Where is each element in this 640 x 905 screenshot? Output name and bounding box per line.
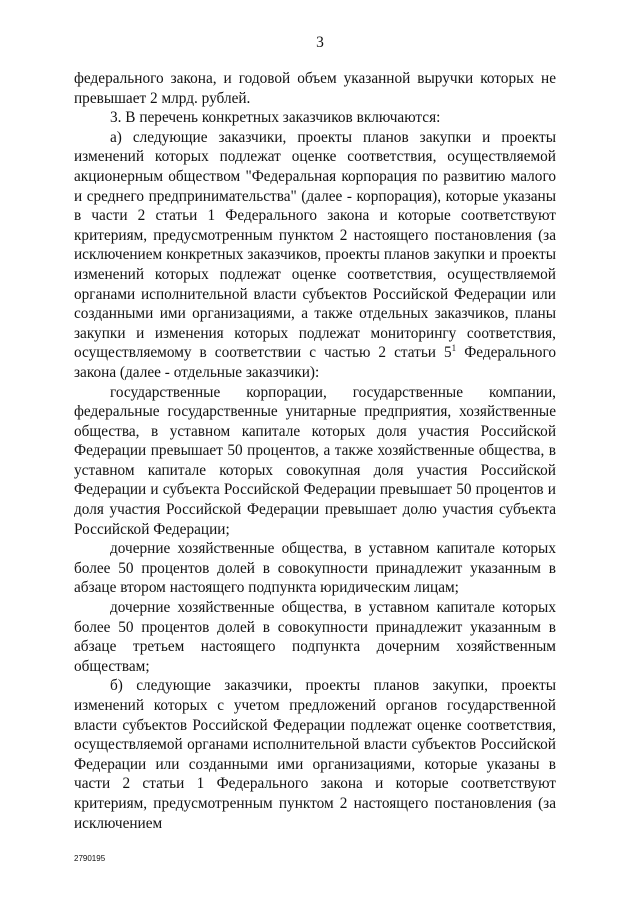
paragraph-subitem-a [74,128,556,383]
paragraph-subitem-b: б) следующие заказчики, проекты планов закупки, проекты изменений которых с учетом предложений органов государственной власти субъектов Российской Федерации подлежат оценке соответствия, осуществляемой органами исполнительной власти субъектов Российской Федерации или созданными ими организациями, которые указаны в части 2 статьи 1 Федерального закона и которые соответствуют критериям, предусмотренным пунктом 2 настоящего постановления (за исключением [74,677,556,832]
paragraph-subitem-a-text-end: Федерального закона (далее - отдельные заказчики): [74,344,556,381]
document-body [74,69,556,833]
paragraph-continuation: федерального закона, и годовой объем указанной выручки которых не превышает 2 млрд. рублей. [74,70,556,107]
document-code: 2790195 [74,854,106,863]
paragraph-item-3: 3. В перечень конкретных заказчиков включаются: [110,109,441,127]
paragraph-state-corporations: государственные корпорации, государственные компании, федеральные государственные унитарные предприятия, хозяйственные общества, в уставном капитале которых доля участия Российской Федерации превышает 50 процентов, а также хозяйственные общества, в уставном капитале которых совокупная доля участия Российской Федерации и субъекта Российской Федерации превышает 50 процентов и доля участия Российской Федерации превышает долю участия субъекта Российской Федерации; [74,383,556,538]
paragraph-subitem-a-text: а) следующие заказчики, проекты планов закупки и проекты изменений которых подлежат оценке соответствия, осуществляемой акционерным обществом "Федеральная корпорация по развитию малого и среднего предпринимательства" (далее - корпорация), которые указаны в части 2 статьи 1 Федерального закона и которые соответствуют критериям, предусмотренным пунктом 2 настоящего постановления (за исключением конкретных заказчиков, проекты планов закупки и проекты изменений которых подлежат оценке соответствия, осуществляемой органами исполнительной власти субъектов Российской Федерации или созданными ими организациями, а также отдельных заказчиков, планы закупки и изменения которых подлежат мониторингу соответствия, осуществляемому в соответствии с частью 2 статьи 5 [74,128,556,362]
paragraph-subsidiaries-1: дочерние хозяйственные общества, в уставном капитале которых более 50 процентов долей в совокупности принадлежит указанным в абзаце втором настоящего подпункта юридическим лицам; [74,540,556,597]
page-number: 3 [316,34,324,51]
paragraph-subsidiaries-2: дочерние хозяйственные общества, в уставном капитале которых более 50 процентов долей в совокупности принадлежит указанным в абзаце третьем настоящего подпункта дочерним хозяйственным обществам; [74,599,556,675]
superscript-article-number: 1 [451,343,457,354]
